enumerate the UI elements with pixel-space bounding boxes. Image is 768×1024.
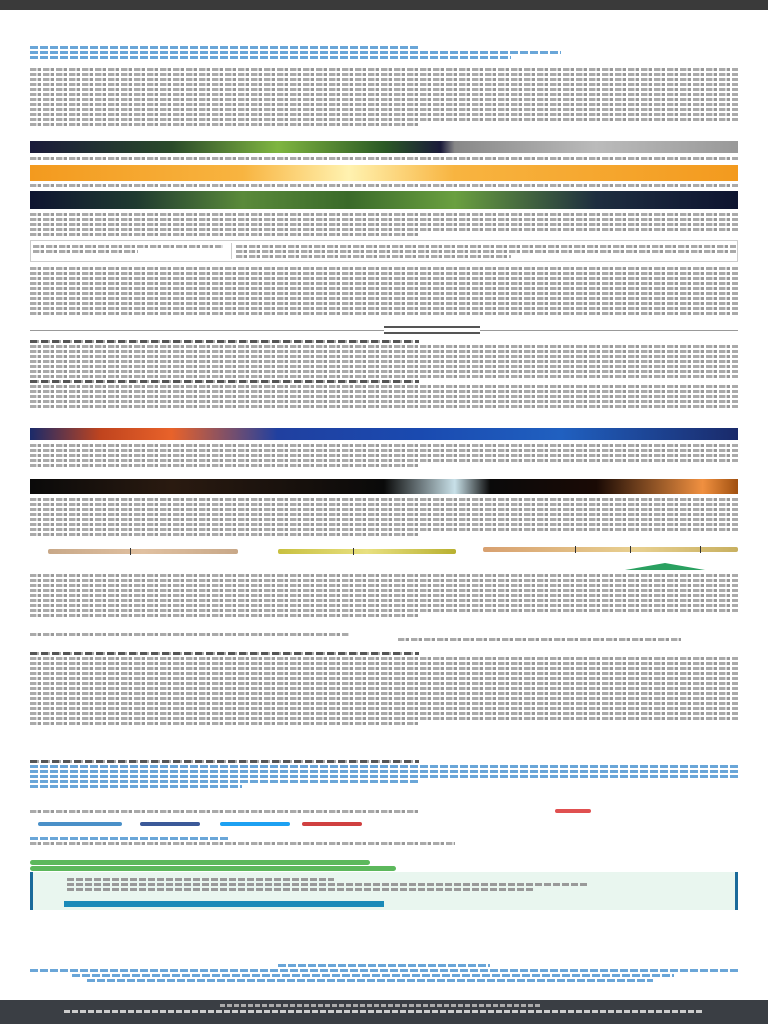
divider [480,330,738,331]
list-section [30,338,738,426]
divider [30,330,384,331]
gauge-bar-1 [48,549,238,554]
gauge-marker [630,546,631,553]
gauge-bar-2 [278,549,456,554]
spectrum-image-2 [30,165,738,181]
footer-text [64,1010,704,1013]
progress-bar-2 [30,866,396,871]
progress-bar-1 [30,860,370,865]
link-list[interactable] [30,44,738,66]
intro-text [30,66,738,136]
gauge-marker [575,546,576,553]
footer [0,1000,768,1024]
post-navigation[interactable] [30,835,738,857]
callout-button[interactable] [64,901,384,907]
scale-bar [384,326,480,334]
paragraph [30,572,738,630]
share-buttons[interactable] [30,820,738,832]
image-caption [30,182,738,191]
green-indicator [625,563,705,570]
reference-links[interactable] [30,758,738,802]
gauge-marker [130,548,131,555]
gauge-marker [353,548,354,555]
footer-links[interactable] [30,962,738,998]
list-section [30,650,738,746]
spectrum-image-5 [30,479,738,494]
tag-row [30,808,738,818]
spectrum-image-1 [30,141,738,153]
footer-line [220,1004,540,1007]
gauge-marker [700,546,701,553]
paragraph [30,496,738,546]
table-cell [33,243,223,259]
paragraph [30,442,738,477]
tag-badge[interactable] [555,809,591,813]
spectrum-image-4 [30,428,738,440]
figure-labels [30,631,738,647]
paragraph [30,211,738,239]
top-bar [0,0,768,10]
spectrum-image-3 [30,191,738,209]
table-cell [231,243,736,259]
paragraph [30,265,738,325]
info-table [30,240,738,262]
image-caption [30,155,738,164]
